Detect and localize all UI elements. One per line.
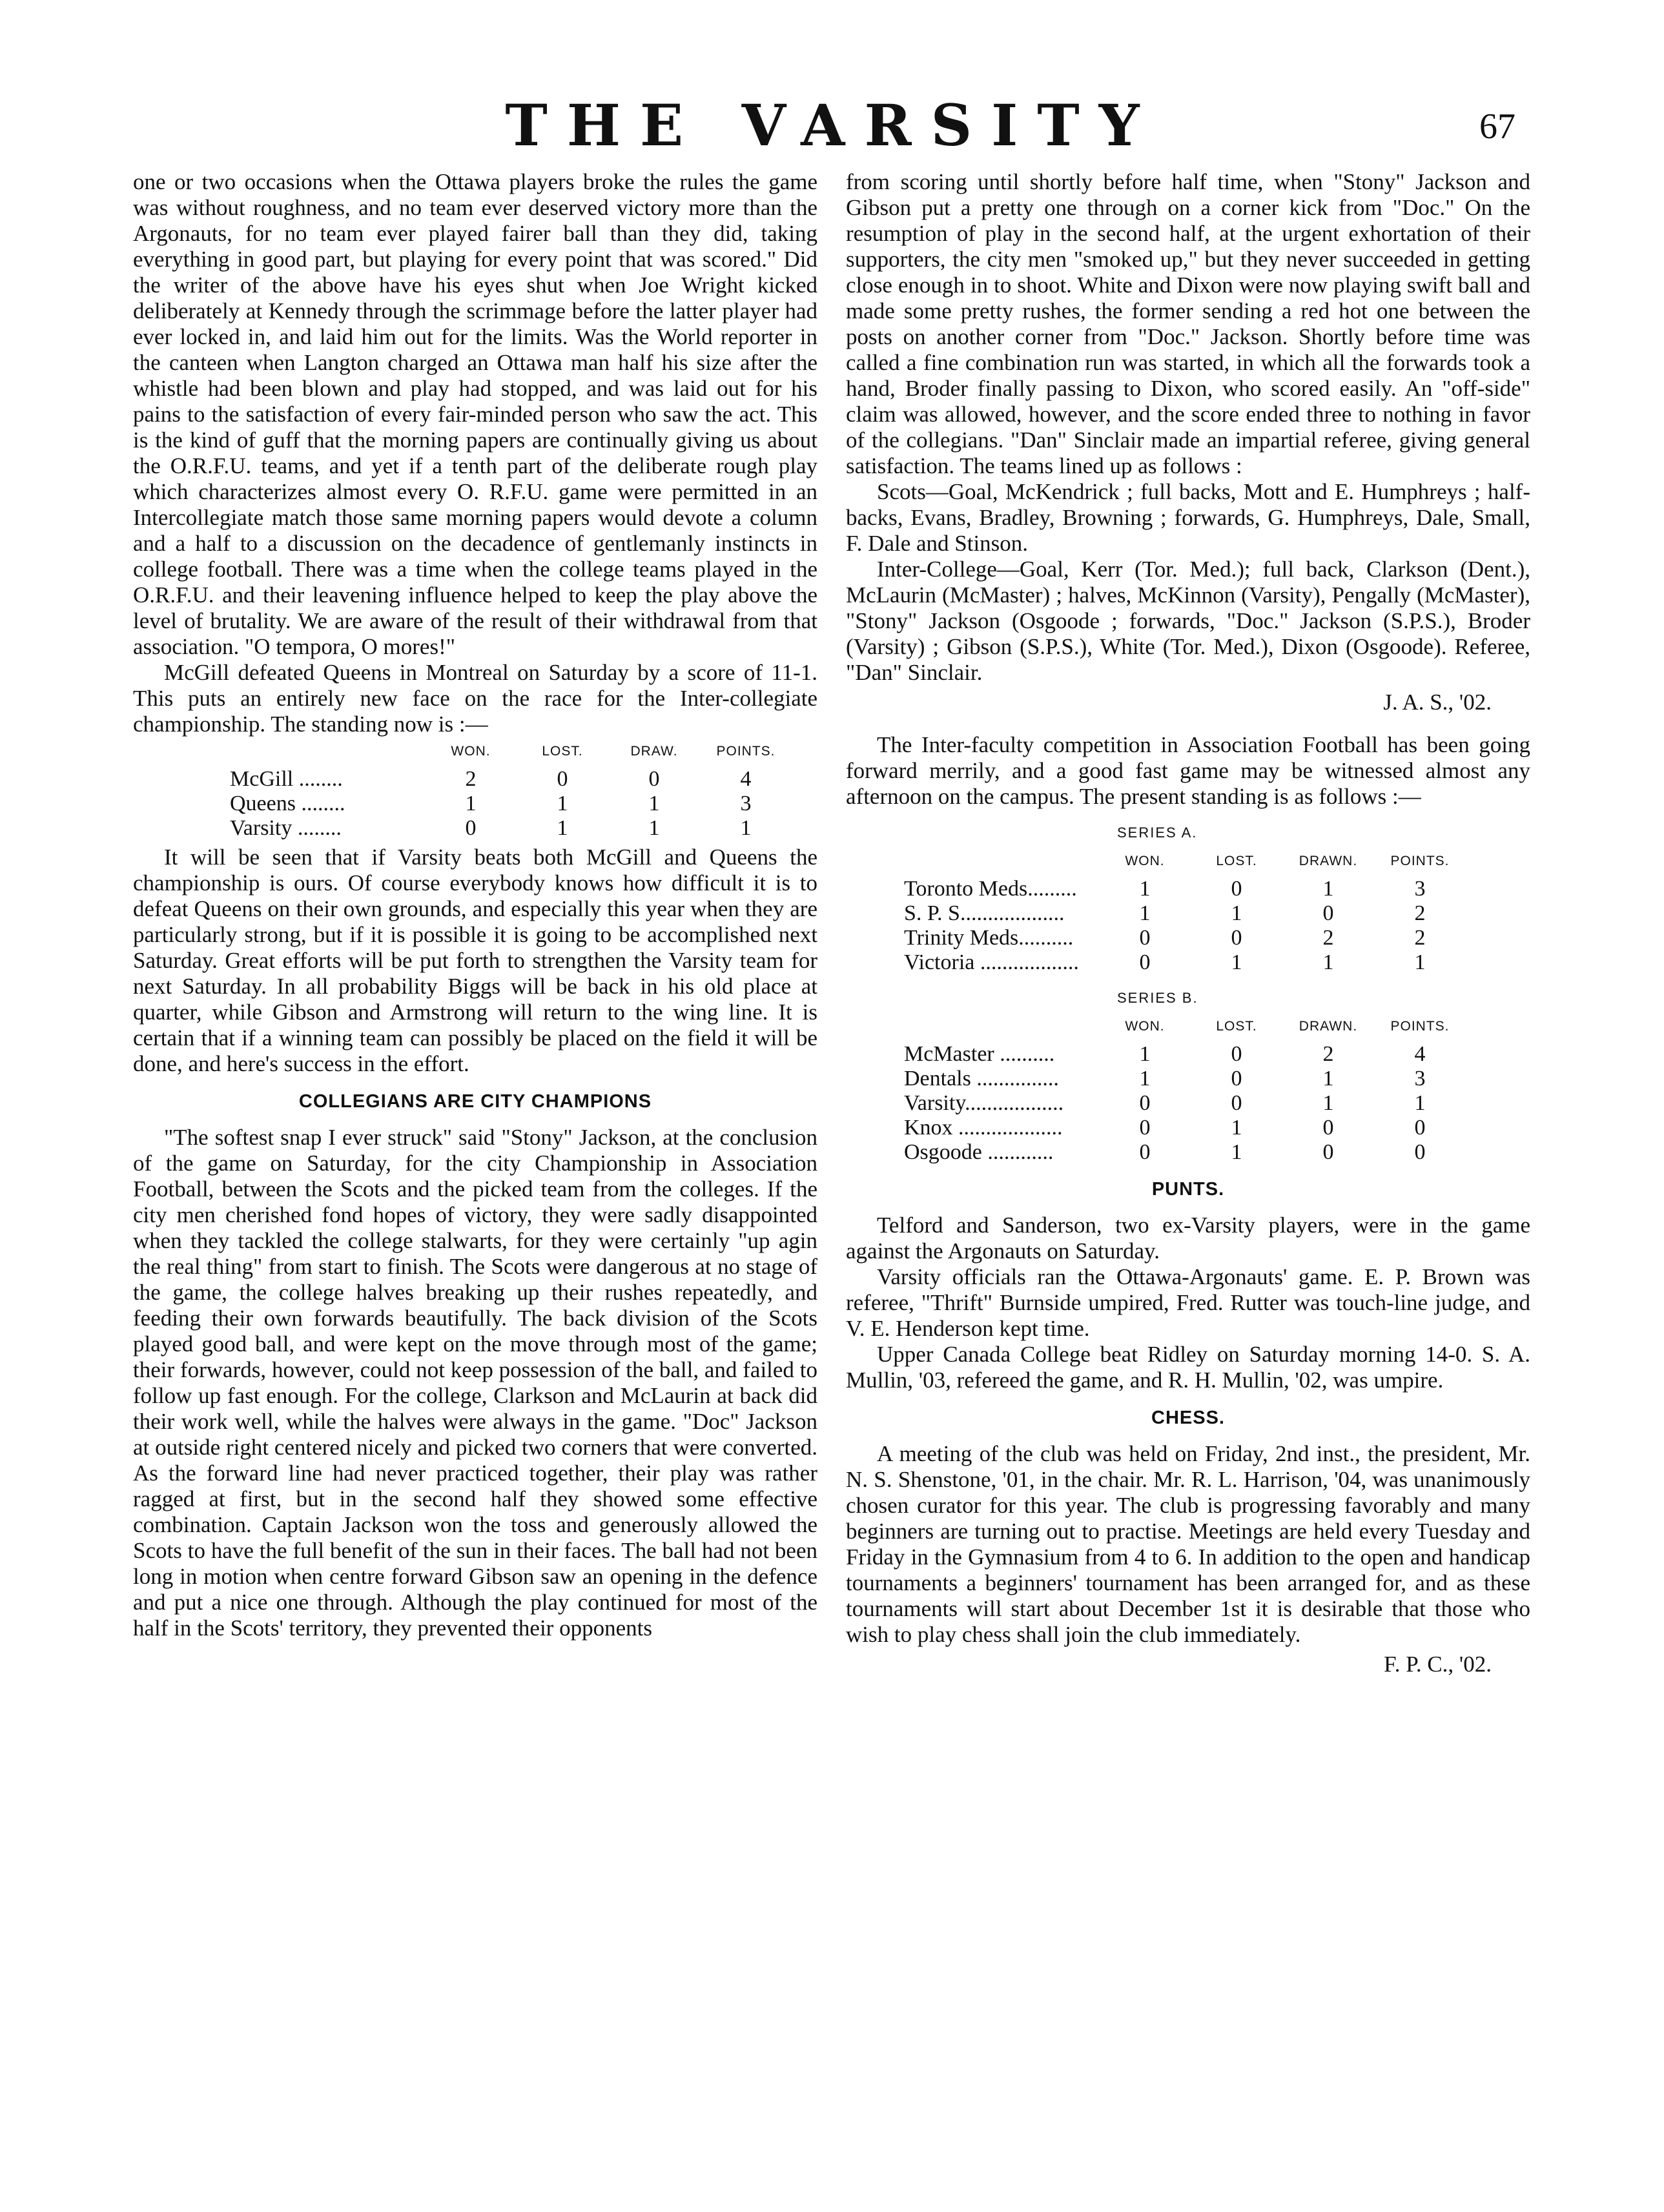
draw-cell: 1 [648,816,660,840]
paragraph: Inter-College—Goal, Kerr (Tor. Med.); full back, Clarkson (Dent.), McLaurin (McMaster) ; halves, McKinnon (Varsity), Pengally (McMaster), "Stony" Jackson (Osgoode ; forwards, "Doc." Jackson (S.P.S.), Broder (Varsity) ; Gibson (S.P.S.), White (Tor. Med.), Dixon (Osgoode). Referee, "Dan" Sinclair. [846,557,1530,685]
column-header: LOST. [542,744,583,759]
won-cell: 0 [465,816,477,840]
column-header: DRAW. [630,744,678,759]
page-number: 67 [1479,107,1515,147]
lost-cell: 0 [1231,926,1242,950]
team-name: Dentals ............... [904,1067,1059,1091]
team-name: Trinity Meds.......... [904,926,1074,950]
drawn-cell: 0 [1322,1116,1334,1140]
table-row [230,792,792,816]
lost-cell: 0 [557,767,568,791]
lost-cell: 0 [1231,1042,1242,1066]
points-cell: 0 [1414,1116,1426,1140]
points-cell: 1 [740,816,752,840]
column-header: WON. [1125,1019,1165,1034]
paragraph: Upper Canada College beat Ridley on Saturday morning 14-0. S. A. Mullin, '03, refereed the game, and R. H. Mullin, '02, was umpire. [846,1342,1530,1393]
series-a-table [904,848,1466,975]
drawn-cell: 0 [1322,901,1334,925]
paragraph: one or two occasions when the Ottawa players broke the rules the game was without roughness, and no team ever deserved victory more than the Argonauts, for no team ever played fairer ball than they did, taking everything in good part, but playing for every point that was scored." Did the writer of the above have his eyes shut when Joe Wright kicked deliberately at Kennedy through the scrimmage before the latter player had ever locked in, and laid him out for the limits. Was the World reporter in the canteen when Langton charged an Ottawa man half his size after the whistle had been blown and play had stopped, and was laid out for his pains to the satisfaction of every fair-minded person who saw the act. This is the kind of guff that the morning papers are continually giving us about the O.R.F.U. teams, and yet if a tenth part of the deliberate rough play which characterizes almost every O. R.F.U. game were permitted in an Intercollegiate match those same morning papers would devote a column and a half to a discussion on the decadence of gentlemanly instincts in college football. There was a time when the college teams played in the O.R.F.U. and their leavening influence helped to keep the play above the level of brutality. We are aware of the result of their withdrawal from that association. "O tempora, O mores!" [133,169,817,659]
intercollegiate-standing-table [230,739,792,841]
points-cell: 0 [1414,1140,1426,1164]
signature: J. A. S., '02. [1383,690,1492,715]
won-cell: 1 [465,792,477,815]
lost-cell: 1 [1231,1140,1242,1164]
table-row [904,1067,1466,1091]
masthead: THE VARSITY [505,92,1159,159]
paragraph: "The softest snap I ever struck" said "Stony" Jackson, at the conclusion of the game on Saturday, for the city Championship in Association Football, between the Scots and the picked team from the colleges. If the city men cherished fond hopes of victory, they were sadly disappointed when they tackled the college stalwarts, for they were certainly "up agin the real thing" from start to finish. The Scots were dangerous at no stage of the game, the college halves breaking up their rushes repeatedly, and feeding their own forwards beautifully. The back division of the Scots played good ball, and were kept on the move through most of the game; their forwards, however, could not keep possession of the ball, and failed to follow up fast enough. For the college, Clarkson and McLaurin at back did their work well, while the halves were always in the game. "Doc" Jackson at outside right centered nicely and picked two corners that were converted. As the forward line had never practiced together, their play was rather ragged at first, but in the second half they showed some effective combination. Captain Jackson won the toss and generously allowed the Scots to have the full benefit of the sun in their faces. The ball had not been long in motion when centre forward Gibson saw an opening in the defence and put a nice one through. Although the play continued for most of the half in the Scots' territory, they prevented their opponents [133,1125,817,1641]
points-cell: 3 [1414,1067,1426,1091]
won-cell: 1 [1139,901,1151,925]
table-row [904,1140,1466,1165]
table-row [904,1091,1466,1116]
lost-cell: 0 [1231,1091,1242,1115]
team-name: Varsity.................. [904,1091,1064,1115]
table-row [904,901,1466,926]
signature: F. P. C., '02. [1384,1652,1492,1677]
left-column [133,169,817,1641]
draw-cell: 0 [648,767,660,791]
column-header: POINTS. [716,744,776,759]
points-cell: 2 [1414,926,1426,950]
team-name: Queens ........ [230,792,345,815]
won-cell: 0 [1139,926,1151,950]
paragraph: from scoring until shortly before half time, when "Stony" Jackson and Gibson put a pretty one through on a corner kick from "Doc." On the resumption of play in the second half, at the urgent exhortation of their supporters, the city men "smoked up," but they never succeeded in getting close enough in to shoot. White and Dixon were now playing swift ball and made some pretty rushes, the former sending a red hot one between the posts on another corner from "Doc." Jackson. Shortly before time was called a fine combination run was started, in which all the forwards took a hand, Broder finally passing to Dixon, who scored easily. An "off-side" claim was allowed, however, and the score ended three to nothing in favor of the collegians. "Dan" Sinclair made an impartial referee, giving general satisfaction. The teams lined up as follows : [846,169,1530,478]
section-heading: COLLEGIANS ARE CITY CHAMPIONS [298,1091,652,1112]
team-name: S. P. S................... [904,901,1065,925]
points-cell: 2 [1414,901,1426,925]
paragraph: Telford and Sanderson, two ex-Varsity players, were in the game against the Argonauts on Saturday. [846,1213,1530,1264]
column-header: LOST. [1216,1019,1257,1034]
paragraph: A meeting of the club was held on Friday, 2nd inst., the president, Mr. N. S. Shenstone, '01, in the chair. Mr. R. L. Harrison, '04, was unanimously chosen curator for this year. The club is progressing favorably and many beginners are turning out to practise. Meetings are held every Tuesday and Friday in the Gymnasium from 4 to 6. In addition to the open and handicap tournaments a beginners' tournament has been arranged for, and as these tournaments will start about December 1st it is desirable that those who wish to play chess shall join the club immediately. [846,1441,1530,1647]
table-row [904,950,1466,975]
team-name: McGill ........ [230,767,343,791]
column-header: POINTS. [1390,1019,1450,1034]
column-header: POINTS. [1390,854,1450,868]
lost-cell: 0 [1231,1067,1242,1091]
draw-cell: 1 [648,792,660,815]
won-cell: 0 [1139,950,1151,974]
column-header: DRAWN. [1299,854,1358,868]
drawn-cell: 0 [1322,1140,1334,1164]
paragraph: It will be seen that if Varsity beats both McGill and Queens the championship is ours. Of course everybody knows how difficult it is to defeat Queens on their own grounds, and especially this year when they are particularly strong, but if it is possible it is going to be accomplished next Saturday. Great efforts will be put forth to strengthen the Varsity team for next Saturday. In all probability Biggs will be back in his old place at quarter, while Gibson and Armstrong will return to the wing line. It is certain that if a winning team can possibly be placed on the field it will be done, and here's success in the effort. [133,845,817,1076]
series-label: SERIES A. [1117,824,1198,841]
won-cell: 2 [465,767,477,791]
drawn-cell: 1 [1322,1067,1334,1091]
won-cell: 1 [1139,877,1151,901]
paragraph: Varsity officials ran the Ottawa-Argonauts' game. E. P. Brown was referee, "Thrift" Burnside umpired, Fred. Rutter was touch-line judge, and V. E. Henderson kept time. [846,1264,1530,1341]
drawn-cell: 1 [1322,950,1334,974]
column-header: WON. [1125,854,1165,868]
table-row [230,767,792,792]
lost-cell: 1 [1231,901,1242,925]
right-column [846,169,1530,1680]
lost-cell: 1 [1231,1116,1242,1140]
points-cell: 3 [740,792,752,815]
won-cell: 1 [1139,1067,1151,1091]
paragraph: The Inter-faculty competition in Association Football has been going forward merrily, and a good fast game may be witnessed almost any afternoon on the campus. The present standing is as follows :— [846,732,1530,809]
lost-cell: 0 [1231,877,1242,901]
team-name: Varsity ........ [230,816,342,840]
table-row [904,1042,1466,1067]
team-name: Osgoode ............ [904,1140,1054,1164]
table-row [904,877,1466,901]
points-cell: 4 [1414,1042,1426,1066]
team-name: McMaster .......... [904,1042,1055,1066]
series-b-table [904,1014,1466,1165]
paragraph: McGill defeated Queens in Montreal on Saturday by a score of 11-1. This puts an entirely new face on the race for the Inter-collegiate championship. The standing now is :— [133,660,817,737]
paragraph: Scots—Goal, McKendrick ; full backs, Mott and E. Humphreys ; half-backs, Evans, Bradley, Browning ; forwards, G. Humphreys, Dale, Small, F. Dale and Stinson. [846,479,1530,556]
won-cell: 0 [1139,1116,1151,1140]
drawn-cell: 1 [1322,1091,1334,1115]
table-row [904,926,1466,950]
drawn-cell: 1 [1322,877,1334,901]
points-cell: 3 [1414,877,1426,901]
points-cell: 4 [740,767,752,791]
lost-cell: 1 [1231,950,1242,974]
drawn-cell: 2 [1322,926,1334,950]
section-heading: PUNTS. [1151,1179,1225,1200]
column-header: LOST. [1216,854,1257,868]
points-cell: 1 [1414,1091,1426,1115]
series-label: SERIES B. [1117,990,1198,1006]
section-heading: CHESS. [1151,1408,1225,1428]
team-name: Knox ................... [904,1116,1063,1140]
won-cell: 0 [1139,1091,1151,1115]
won-cell: 1 [1139,1042,1151,1066]
column-header: DRAWN. [1299,1019,1358,1034]
won-cell: 0 [1139,1140,1151,1164]
team-name: Victoria .................. [904,950,1079,974]
drawn-cell: 2 [1322,1042,1334,1066]
points-cell: 1 [1414,950,1426,974]
lost-cell: 1 [557,816,568,840]
table-row [904,1116,1466,1140]
table-row [230,816,792,841]
team-name: Toronto Meds......... [904,877,1077,901]
column-header: WON. [451,744,491,759]
lost-cell: 1 [557,792,568,815]
